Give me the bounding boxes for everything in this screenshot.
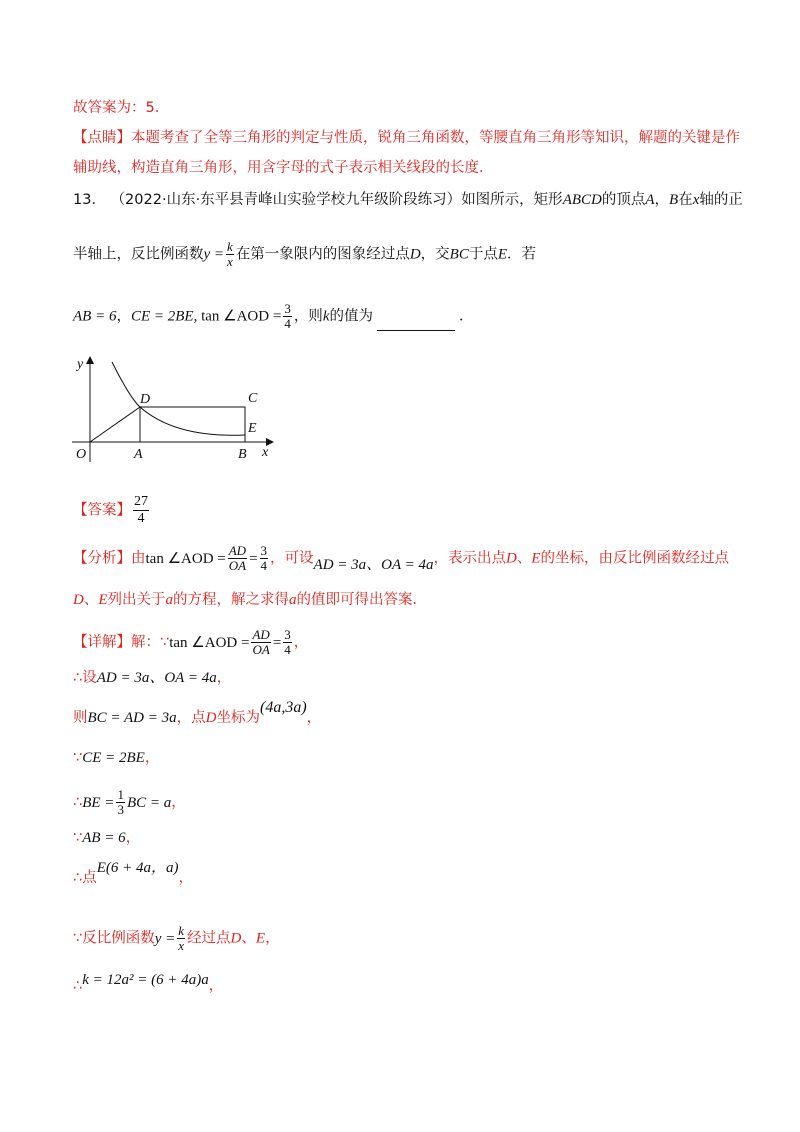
question-text: ， bbox=[654, 192, 670, 208]
question-text: 在 bbox=[678, 192, 693, 208]
math-tan: , tan ∠AOD = bbox=[193, 308, 282, 325]
detail-text: ∴点 bbox=[73, 870, 97, 886]
question-line-3 bbox=[73, 302, 473, 331]
dianjing-line-1 bbox=[73, 128, 740, 148]
question-line-2 bbox=[73, 240, 536, 269]
analysis-text: 、 bbox=[83, 592, 99, 608]
analysis-equation bbox=[145, 543, 271, 573]
label-x: x bbox=[262, 445, 269, 460]
detail-text: ， bbox=[171, 794, 186, 811]
frac-den: x bbox=[227, 254, 233, 269]
fraction-k-over-x bbox=[177, 924, 185, 953]
detail-line-6 bbox=[73, 828, 140, 848]
math-d: D bbox=[230, 930, 242, 947]
analysis-text: 列出关于 bbox=[107, 592, 166, 608]
detail-line-3 bbox=[73, 699, 322, 728]
question-text: 轴的正 bbox=[699, 192, 743, 208]
math-tan: tan ∠AOD = bbox=[169, 634, 250, 651]
analysis-text: ，可设 bbox=[270, 550, 314, 567]
frac-den: OA bbox=[228, 558, 247, 573]
question-text: 在第一象限内的图象经过点 bbox=[235, 246, 410, 263]
answer-fraction bbox=[133, 494, 149, 527]
analysis-text: 的值即可得出答案． bbox=[296, 592, 428, 608]
math-eq: = bbox=[249, 550, 258, 567]
label-o: O bbox=[76, 447, 87, 462]
fraction-ad-oa bbox=[251, 628, 270, 657]
detail-line-2 bbox=[73, 668, 231, 688]
detail-line-5 bbox=[73, 788, 186, 817]
detail-text: 坐标为 bbox=[216, 710, 260, 726]
math-d: D bbox=[73, 592, 84, 608]
question-text: 如图所示，矩形 bbox=[461, 192, 563, 208]
detail-text: ∵ bbox=[73, 750, 83, 766]
question-text: 半轴上，反比例函数 bbox=[73, 246, 204, 263]
math-d: D bbox=[409, 246, 421, 263]
math-bc-a: BC = a bbox=[126, 794, 172, 811]
math-y-eq: y = bbox=[154, 930, 176, 947]
math-d: D bbox=[205, 710, 217, 726]
frac-den: 3 bbox=[117, 802, 124, 817]
previous-answer: 故答案为：5． bbox=[73, 100, 170, 116]
fraction-1-3 bbox=[116, 788, 125, 817]
frac-num: 3 bbox=[260, 543, 268, 558]
detail-text: ， bbox=[306, 710, 322, 726]
analysis-line-2 bbox=[73, 590, 427, 610]
question-text: 的顶点 bbox=[601, 192, 646, 208]
analysis-tag: 【分析】 bbox=[73, 550, 131, 567]
label-c: C bbox=[248, 391, 258, 406]
math-x: x bbox=[692, 192, 700, 208]
dianjing-text-1: 本题考查了全等三角形的判定与性质，锐角三角函数，等腰直角三角形等知识，解题的关键是作 bbox=[131, 130, 740, 146]
detail-text: 解：∵ bbox=[131, 634, 170, 651]
detail-line-1 bbox=[73, 628, 308, 657]
math-be: BE = bbox=[82, 794, 115, 811]
math-e: E bbox=[497, 246, 507, 263]
frac-num: AD bbox=[252, 627, 270, 642]
analysis-text: 的坐标，由反比例函数经过点 bbox=[540, 550, 730, 567]
math-ce-eq: CE = 2BE bbox=[130, 308, 194, 325]
analysis-line-1 bbox=[73, 544, 729, 573]
detail-text: ， bbox=[125, 830, 141, 846]
math-e: E bbox=[98, 592, 108, 608]
question-text: ． bbox=[458, 308, 474, 325]
detail-function bbox=[154, 923, 187, 953]
question-text: ， bbox=[116, 308, 131, 325]
detail-be-equation bbox=[82, 787, 172, 817]
math-bc: BC bbox=[449, 246, 469, 263]
math-e-coord: E(6 + 4a，a) bbox=[96, 860, 179, 876]
detail-line-7 bbox=[73, 860, 194, 888]
answer-tag: 【答案】 bbox=[73, 502, 131, 519]
math-d-coord: (4a,3a) bbox=[259, 699, 307, 716]
dianjing-text-2: 辅助线，构造直角三角形，用含字母的式子表示相关线段的长度． bbox=[73, 160, 494, 176]
analysis-text: 、 bbox=[516, 550, 532, 567]
detail-text: ，点 bbox=[176, 710, 206, 726]
fraction-3-4 bbox=[283, 302, 292, 331]
math-ce-eq: CE = 2BE bbox=[82, 750, 145, 766]
math-k-eq: k = 12a² = (6 + 4a)a bbox=[82, 972, 209, 988]
question-text: ，则 bbox=[293, 308, 323, 325]
math-b: B bbox=[669, 192, 679, 208]
math-bc-eq: BC = AD = 3a bbox=[87, 710, 177, 726]
detail-text: ∵反比例函数 bbox=[73, 930, 155, 947]
frac-den: 4 bbox=[284, 642, 291, 657]
answer-line bbox=[73, 494, 151, 527]
question-number: 13． bbox=[73, 192, 106, 208]
analysis-text: ，表示出点 bbox=[433, 550, 507, 567]
detail-text: ， bbox=[293, 634, 309, 651]
detail-text: ， bbox=[178, 870, 194, 886]
math-a: A bbox=[645, 192, 655, 208]
frac-den: OA bbox=[252, 642, 270, 657]
question-text: ，交 bbox=[420, 246, 450, 263]
detail-tag: 【详解】 bbox=[73, 634, 131, 651]
detail-text: ∴ bbox=[73, 794, 83, 811]
detail-line-8 bbox=[73, 924, 280, 953]
math-eq: = bbox=[272, 634, 282, 651]
segment-od bbox=[90, 407, 140, 442]
rectangle-abcd bbox=[140, 407, 245, 442]
previous-answer-line bbox=[73, 98, 169, 118]
frac-num: k bbox=[227, 239, 233, 254]
frac-num: 3 bbox=[284, 301, 291, 316]
math-d: D bbox=[506, 550, 517, 567]
math-ab-eq: AB = 6 bbox=[82, 830, 126, 846]
label-d: D bbox=[140, 392, 151, 407]
detail-text: 经过点 bbox=[187, 930, 231, 947]
detail-equation bbox=[169, 627, 294, 657]
frac-den: 4 bbox=[137, 511, 145, 526]
frac-den: 4 bbox=[260, 558, 268, 573]
question-line-1 bbox=[73, 190, 743, 210]
math-set: AD = 3a、OA = 4a bbox=[96, 670, 217, 686]
frac-num: 1 bbox=[117, 787, 124, 802]
fraction-k-over-x bbox=[226, 240, 234, 269]
question-text: 于点 bbox=[468, 246, 498, 263]
question-text: ．若 bbox=[507, 246, 536, 263]
fraction-ad-oa bbox=[228, 544, 247, 573]
dianjing-line-2 bbox=[73, 158, 494, 178]
detail-text: ∴ bbox=[73, 978, 83, 994]
math-a: a bbox=[289, 592, 297, 608]
detail-line-4 bbox=[73, 748, 159, 768]
detail-text: ， bbox=[208, 978, 224, 994]
fraction-3-4 bbox=[283, 628, 292, 657]
math-k: k bbox=[322, 308, 330, 325]
question-text: 的值为 bbox=[329, 308, 373, 325]
geometry-figure bbox=[60, 350, 290, 470]
detail-text: ， bbox=[265, 930, 280, 947]
detail-text: ， bbox=[144, 750, 160, 766]
math-set: AD = 3a、OA = 4a bbox=[313, 556, 434, 573]
label-b: B bbox=[238, 447, 247, 462]
frac-num: 3 bbox=[284, 627, 291, 642]
frac-num: 27 bbox=[134, 494, 148, 509]
math-ab-eq: AB = 6 bbox=[73, 308, 117, 325]
fraction-3-4 bbox=[260, 544, 269, 573]
math-y-eq: y = bbox=[203, 246, 225, 263]
label-e: E bbox=[248, 421, 257, 436]
math-a: a bbox=[165, 592, 174, 608]
hyperbola-curve bbox=[112, 362, 245, 435]
frac-num: AD bbox=[228, 543, 247, 558]
math-tan: tan ∠AOD = bbox=[145, 550, 226, 567]
label-a: A bbox=[134, 447, 143, 462]
math-e: E bbox=[531, 550, 541, 567]
frac-num: k bbox=[178, 923, 185, 938]
detail-text: ∵ bbox=[73, 830, 83, 846]
answer-blank bbox=[377, 316, 455, 331]
label-y: y bbox=[77, 357, 84, 372]
detail-text: 则 bbox=[73, 710, 88, 726]
question-source: （2022·山东·东平县青峰山实验学校九年级阶段练习） bbox=[110, 192, 462, 208]
math-abcd: ABCD bbox=[562, 192, 602, 208]
dianjing-tag: 【点睛】 bbox=[73, 130, 131, 146]
analysis-text: 的方程，解之求得 bbox=[173, 592, 290, 608]
frac-den: x bbox=[178, 938, 185, 953]
math-e: E bbox=[255, 930, 266, 947]
analysis-text: 由 bbox=[131, 550, 146, 567]
detail-text: 、 bbox=[241, 930, 256, 947]
detail-line-9 bbox=[73, 970, 224, 994]
detail-text: ， bbox=[216, 670, 232, 686]
frac-den: 4 bbox=[284, 316, 291, 331]
detail-text: ∴设 bbox=[73, 670, 97, 686]
